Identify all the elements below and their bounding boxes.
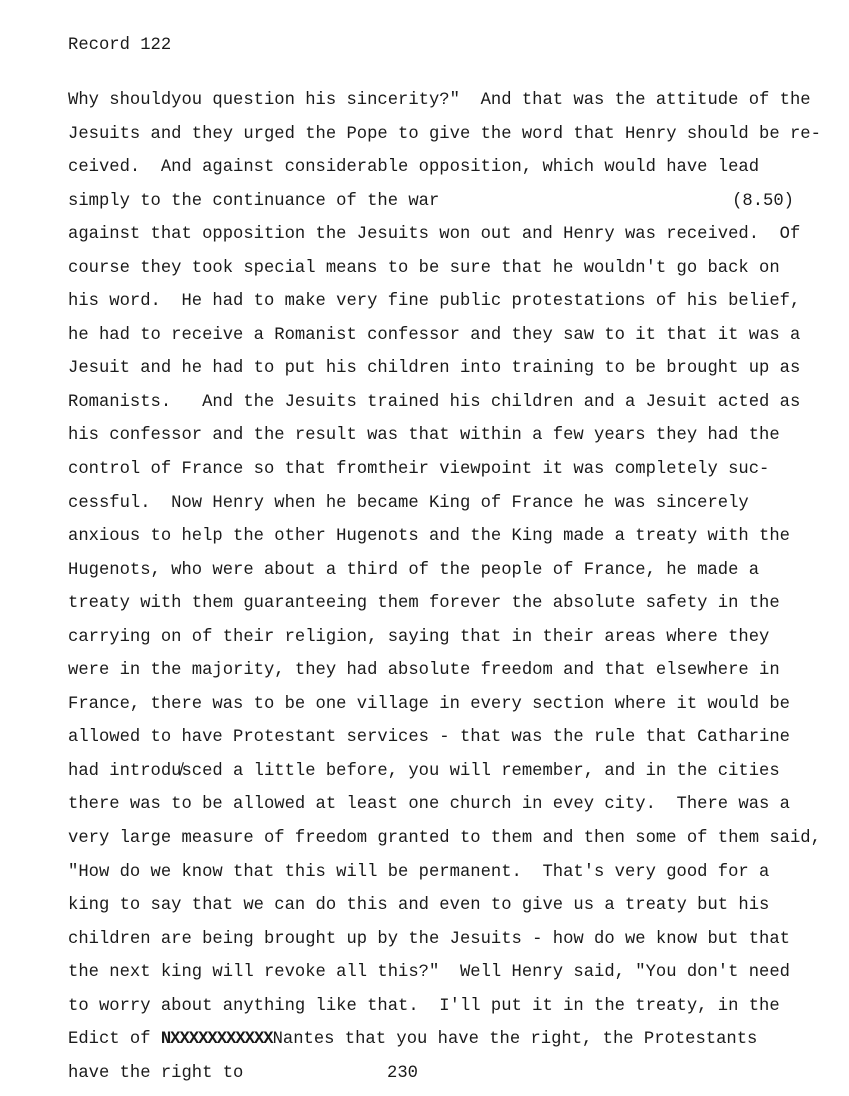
text-line xyxy=(68,928,808,962)
line-text: Edict of xyxy=(68,1030,161,1050)
line-text: his word. He had to make very fine public protestations of his belief, xyxy=(68,292,801,312)
record-header: Record 122 xyxy=(68,36,172,55)
line-text: his confessor and the result was that within a few years they had the xyxy=(68,426,780,446)
text-line xyxy=(68,894,808,928)
text-line xyxy=(68,223,808,257)
line-text: were in the majority, they had absolute freedom and that elsewhere in xyxy=(68,661,780,681)
line-text: had introdu̸sced a little before, you will remember, and in the cities xyxy=(68,761,780,781)
struck-out-text: NXXXXXXXXXXX xyxy=(160,1030,273,1050)
document-body xyxy=(68,89,821,1095)
line-text: cessful. Now Henry when he became King of France he was sincerely xyxy=(68,493,749,513)
text-line xyxy=(68,290,808,324)
text-line xyxy=(68,190,808,224)
line-text: there was to be allowed at least one church in evey city. There was a xyxy=(68,795,790,815)
line-text: simply to the continuance of the war xyxy=(68,191,440,211)
text-line xyxy=(68,391,808,425)
line-text: have the right to xyxy=(68,1063,244,1083)
line-text: treaty with them guaranteeing them forever the absolute safety in the xyxy=(68,594,780,614)
text-line xyxy=(68,961,808,995)
line-text: anxious to help the other Hugenots and the King made a treaty with the xyxy=(68,527,790,547)
line-text: Jesuit and he had to put his children into training to be brought up as xyxy=(68,359,801,379)
line-text: carrying on of their religion, saying that in their areas where they xyxy=(68,627,770,647)
line-text: the next king will revoke all this?" Well Henry said, "You don't need xyxy=(68,963,790,983)
text-line xyxy=(68,861,808,895)
line-text: "How do we know that this will be permanent. That's very good for a xyxy=(68,862,770,882)
text-line xyxy=(68,123,821,157)
text-line xyxy=(68,592,808,626)
line-text: he had to receive a Romanist confessor and they saw to it that it was a xyxy=(68,325,801,345)
text-line xyxy=(68,424,808,458)
line-text: Romanists. And the Jesuits trained his children and a Jesuit acted as xyxy=(68,392,801,412)
text-line xyxy=(68,559,808,593)
text-line xyxy=(68,827,821,861)
text-line xyxy=(68,492,808,526)
text-line xyxy=(68,793,808,827)
text-line xyxy=(68,156,808,190)
line-text: very large measure of freedom granted to them and then some of them said, xyxy=(68,829,821,849)
page-number: 230 xyxy=(387,1063,418,1083)
text-line xyxy=(68,89,811,123)
text-line xyxy=(68,659,808,693)
line-text: children are being brought up by the Jesuits - how do we know but that xyxy=(68,929,790,949)
text-line xyxy=(68,458,808,492)
line-text: Jesuits and they urged the Pope to give the word that Henry should be re- xyxy=(68,124,821,144)
text-line xyxy=(68,726,808,760)
text-line xyxy=(68,525,808,559)
line-text: allowed to have Protestant services - that was the rule that Catharine xyxy=(68,728,790,748)
line-text: course they took special means to be sure that he wouldn't go back on xyxy=(68,258,780,278)
text-line xyxy=(68,760,808,794)
edict-line xyxy=(68,1028,808,1062)
last-line xyxy=(68,1062,808,1096)
text-line xyxy=(68,357,808,391)
line-text: Hugenots, who were about a third of the people of France, he made a xyxy=(68,560,760,580)
line-text: against that opposition the Jesuits won out and Henry was received. Of xyxy=(68,225,801,245)
timestamp: (8.50) xyxy=(732,191,794,211)
line-text: to worry about anything like that. I'll put it in the treaty, in the xyxy=(68,996,780,1016)
text-line xyxy=(68,693,808,727)
text-line xyxy=(68,626,808,660)
text-line xyxy=(68,257,808,291)
line-text: ceived. And against considerable opposition, which would have lead xyxy=(68,158,760,178)
line-text: Nantes that you have the right, the Protestants xyxy=(272,1030,758,1050)
line-text: control of France so that fromtheir viewpoint it was completely suc- xyxy=(68,460,770,480)
text-line xyxy=(68,995,808,1029)
line-text: France, there was to be one village in every section where it would be xyxy=(68,694,790,714)
line-text: king to say that we can do this and even to give us a treaty but his xyxy=(68,896,770,916)
text-line xyxy=(68,324,808,358)
line-text: Why shouldyou question his sincerity?" And that was the attitude of the xyxy=(68,91,811,110)
